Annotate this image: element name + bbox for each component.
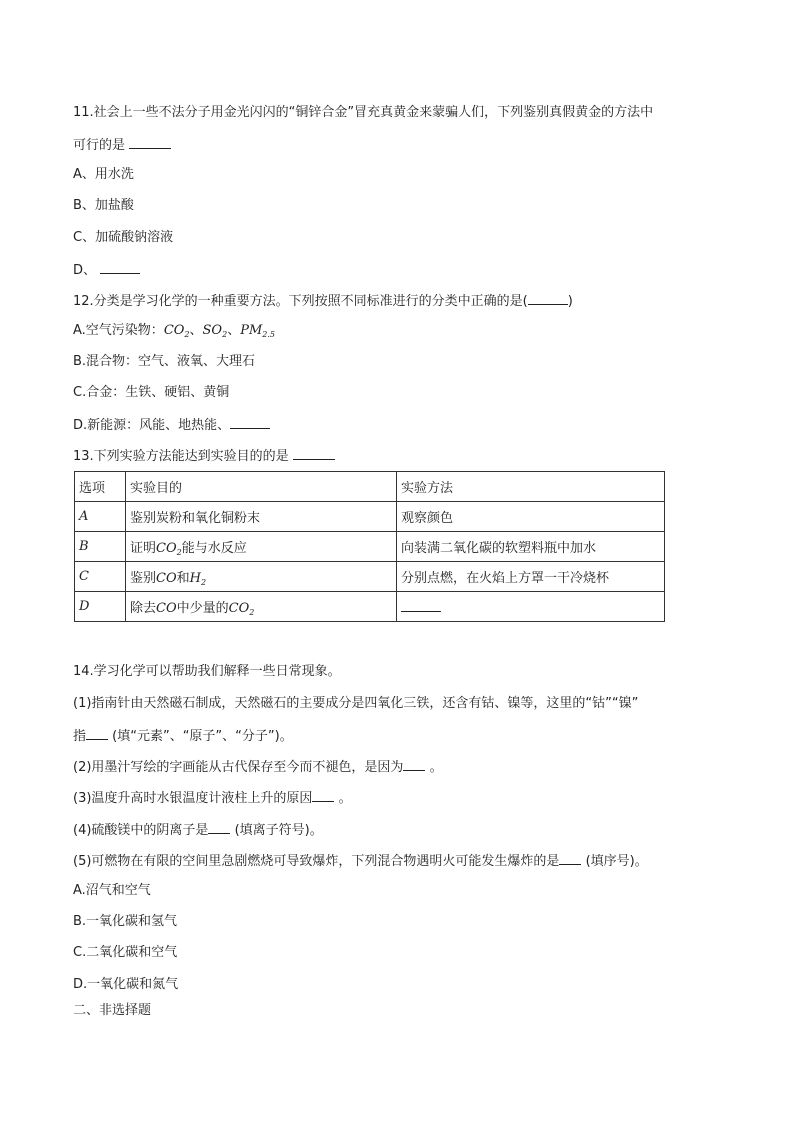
q12-option-d-label: D.新能源：风能、地热能、: [73, 418, 231, 433]
experiment-table: [74, 471, 665, 622]
header-purpose: 实验目的: [126, 472, 397, 502]
q12-stem-close: ): [567, 294, 573, 309]
row-option: C: [75, 562, 126, 592]
q14-part1-line2: 指 (填“元素”、“原子”、“分子”)。: [73, 726, 293, 746]
header-method: 实验方法: [397, 472, 665, 502]
q11-stem-line1: 11.社会上一些不法分子用金光闪闪的“铜锌合金”冒充真黄金来蒙骗人们，下列鉴别真假黄金的方法中: [73, 105, 654, 120]
q14-option-c: C.二氧化碳和空气: [73, 945, 178, 960]
q12-option-a-prefix: A.空气污染物：: [73, 323, 164, 338]
row-option: A: [75, 502, 126, 532]
row-method: 向装满二氧化碳的软塑料瓶中加水: [397, 532, 665, 562]
q14-option-a: A.沼气和空气: [73, 883, 151, 898]
q12-stem: [73, 291, 573, 311]
formula-h2: $H_2$: [189, 570, 207, 587]
formula-co2: $CO_2$: [156, 540, 182, 557]
table-header-row: [75, 472, 665, 502]
q14-part5: (5)可燃物在有限的空间里急剧燃烧可导致爆炸，下列混合物遇明火可能发生爆炸的是 (填序号)。: [73, 851, 648, 871]
formula-co2: $CO_2$: [228, 600, 255, 617]
q14-part3: (3)温度升高时水银温度计液柱上升的原因 。: [73, 788, 352, 808]
row-purpose: 鉴别炭粉和氧化铜粉末: [126, 502, 397, 532]
formula-co2: $CO_2$: [163, 323, 190, 339]
q14-part1-line1: (1)指南针由天然磁石制成，天然磁石的主要成分是四氧化三铁，还含有钴、镍等，这里的“钴”“镍”: [73, 696, 639, 711]
q11-stem-line2: [73, 135, 171, 155]
section-heading: 二、非选择题: [73, 1003, 152, 1018]
q14-part3-blank: [312, 788, 334, 802]
q12-stem-text: 12.分类是学习化学的一种重要方法。下列按照不同标准进行的分类中正确的是(: [73, 294, 528, 309]
q14-stem: 14.学习化学可以帮助我们解释一些日常现象。: [73, 664, 341, 679]
q11-stem-text: 可行的是: [73, 138, 126, 153]
q12-option-a: A.空气污染物：$CO_2$、$SO_2$、$PM_{2.5}$: [73, 323, 276, 339]
row-method-blank: [401, 598, 441, 612]
q12-option-d-blank: [230, 415, 270, 429]
table-row: [75, 592, 665, 622]
q11-option-b: B、加盐酸: [73, 198, 134, 213]
q14-option-b: B.一氧化碳和氢气: [73, 914, 178, 929]
q12-answer-blank: [528, 291, 568, 305]
q11-option-c: C、加硫酸钠溶液: [73, 230, 174, 245]
formula-co: CO: [156, 600, 177, 616]
q11-option-d-blank: [100, 260, 140, 274]
q14-part2: (2)用墨汁写绘的字画能从古代保存至今而不褪色，是因为 。: [73, 757, 443, 777]
row-option: D: [75, 592, 126, 622]
q12-option-b: B.混合物：空气、液氧、大理石: [73, 354, 256, 369]
header-option: 选项: [75, 472, 126, 502]
table-row: [75, 532, 665, 562]
row-option: B: [75, 532, 126, 562]
q11-answer-blank: [129, 135, 171, 149]
row-purpose: 证明$CO_2$能与水反应: [126, 532, 397, 562]
formula-pm25: $PM_{2.5}$: [240, 323, 276, 339]
q14-option-d: D.一氧化碳和氮气: [73, 977, 179, 992]
q12-option-c: C.合金：生铁、硬铝、黄铜: [73, 385, 230, 400]
q14-part1-blank: [86, 726, 108, 740]
row-method: [397, 592, 665, 622]
row-method: 观察颜色: [397, 502, 665, 532]
q14-part4: (4)硫酸镁中的阴离子是 (填离子符号)。: [73, 820, 323, 840]
row-method: 分别点燃，在火焰上方罩一干冷烧杯: [397, 562, 665, 592]
table-row: [75, 562, 665, 592]
row-purpose: 鉴别CO和$H_2$: [126, 562, 397, 592]
row-purpose: 除去CO中少量的$CO_2$: [126, 592, 397, 622]
q11-option-d: [73, 260, 140, 280]
q14-part2-blank: [403, 757, 425, 771]
q14-part4-blank: [208, 820, 230, 834]
q11-option-d-label: D、: [73, 263, 97, 278]
table-row: [75, 502, 665, 532]
q14-part5-blank: [559, 851, 581, 865]
q13-stem-text: 13.下列实验方法能达到实验目的的是: [73, 449, 289, 464]
q13-stem: [73, 446, 335, 466]
q12-option-d: [73, 415, 270, 435]
q11-option-a: A、用水洗: [73, 167, 134, 182]
q13-answer-blank: [293, 446, 335, 460]
formula-so2: $SO_2$: [202, 323, 228, 339]
formula-co: CO: [156, 570, 177, 586]
